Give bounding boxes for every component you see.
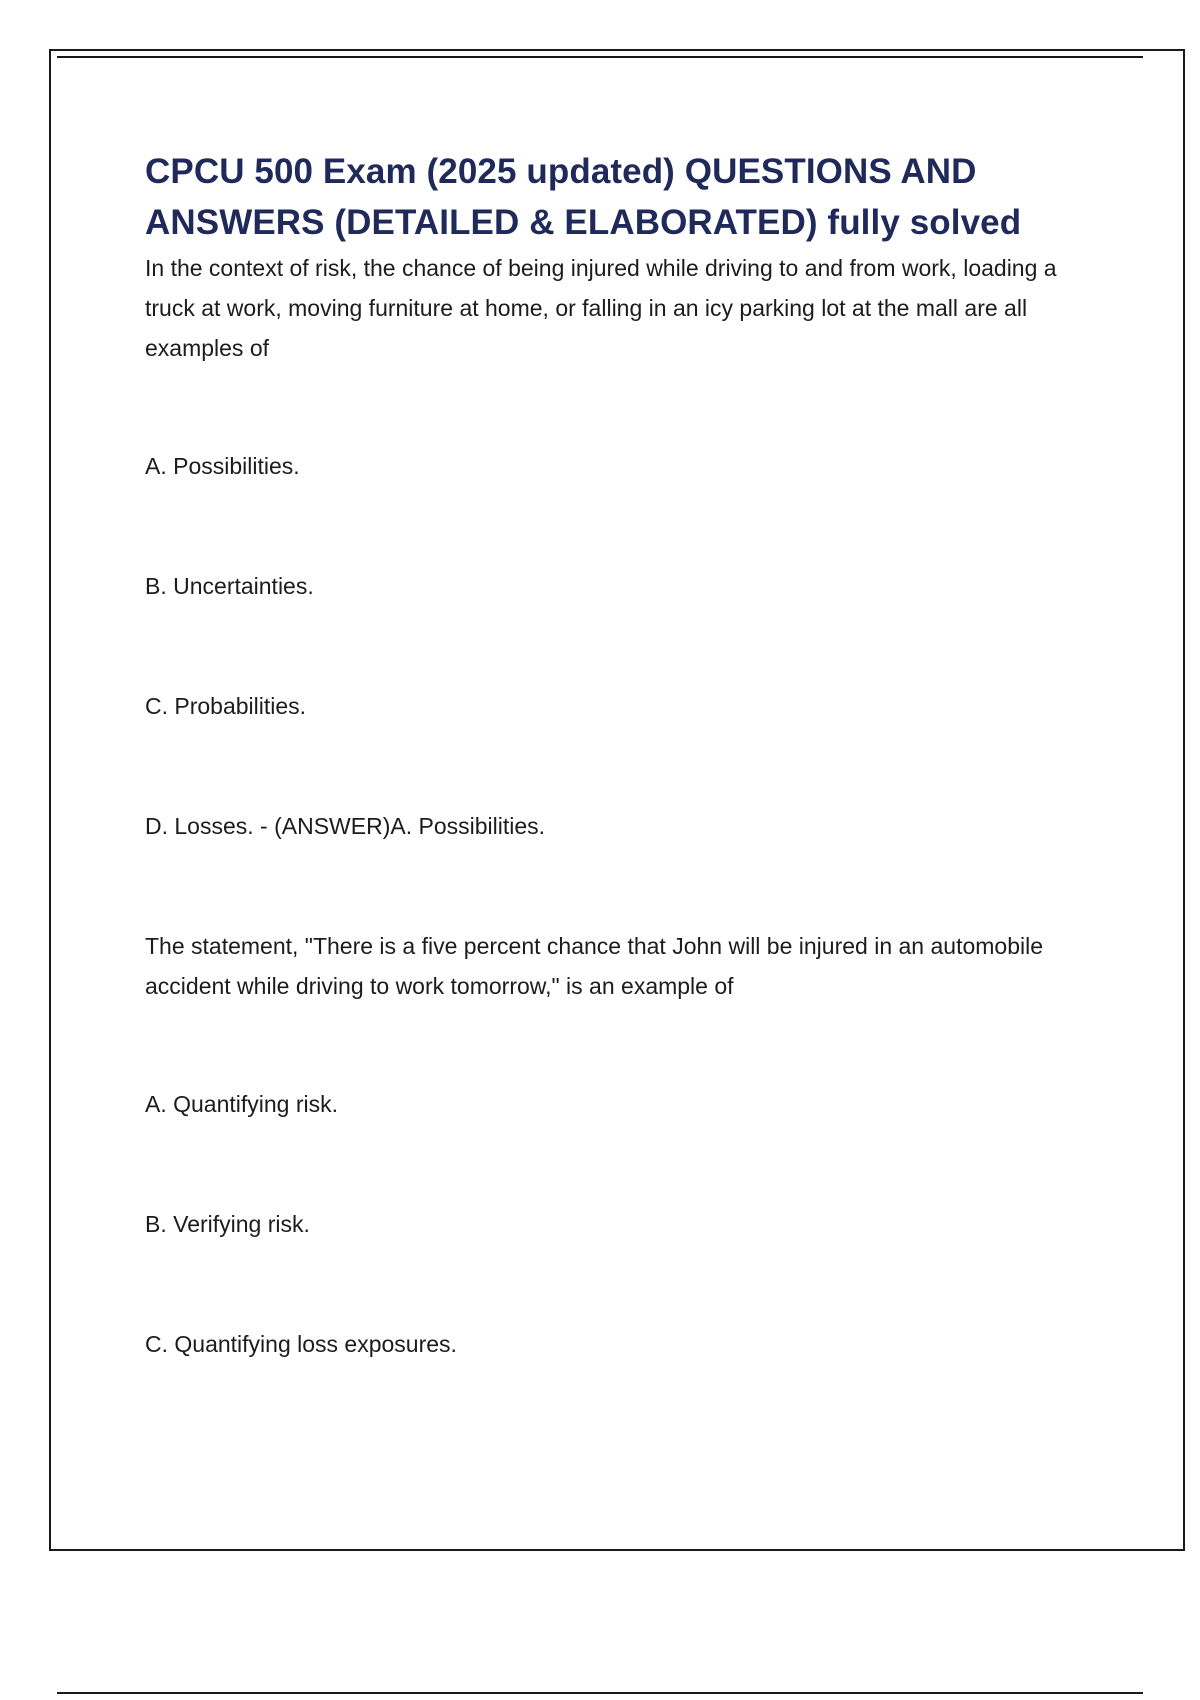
question-1-option-c: C. Probabilities. [145, 693, 307, 719]
document-body [145, 146, 1095, 1364]
document-title: CPCU 500 Exam (2025 updated) QUESTIONS AND ANSWERS (DETAILED & ELABORATED) fully solved [145, 152, 1022, 242]
question-1-option-b: B. Uncertainties. [145, 573, 314, 599]
question-2-option-c: C. Quantifying loss exposures. [145, 1331, 457, 1357]
question-2-option-a: A. Quantifying risk. [145, 1091, 339, 1117]
bottom-rule [57, 1692, 1143, 1694]
question-2-text: The statement, "There is a five percent chance that John will be injured in an automobile accident while driving to work tomorrow," is an example of [145, 933, 1043, 999]
question-1-option-d-answer: D. Losses. - (ANSWER)A. Possibilities. [145, 813, 546, 839]
top-rule [57, 56, 1143, 58]
question-1 [145, 248, 1095, 846]
question-2-option-b: B. Verifying risk. [145, 1211, 310, 1237]
question-1-text: In the context of risk, the chance of being injured while driving to and from work, loading a truck at work, moving furniture at home, or falling in an icy parking lot at the mall are all examples of [145, 255, 1057, 361]
question-1-option-a: A. Possibilities. [145, 453, 300, 479]
question-2 [145, 926, 1095, 1364]
